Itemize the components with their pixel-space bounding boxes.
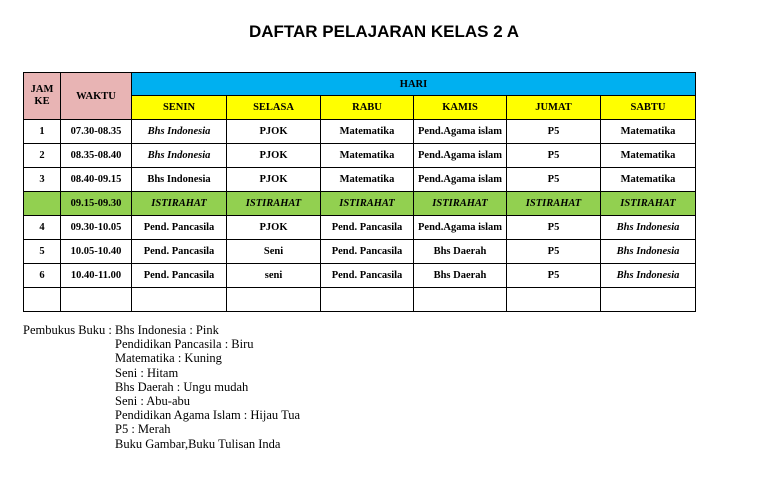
subject-cell: P5 bbox=[507, 120, 601, 144]
jam-cell: 5 bbox=[24, 240, 61, 264]
header-hari: HARI bbox=[132, 73, 696, 96]
note-line: Seni : Hitam bbox=[115, 365, 179, 380]
table-row bbox=[24, 120, 696, 144]
subject-cell: Matematika bbox=[601, 144, 696, 168]
empty-cell bbox=[601, 288, 696, 312]
subject-cell: P5 bbox=[507, 240, 601, 264]
subject-cell: Pend. Pancasila bbox=[132, 240, 227, 264]
note-line: Buku Gambar,Buku Tulisan Inda bbox=[115, 436, 281, 451]
note-line: Pendidikan Agama Islam : Hijau Tua bbox=[115, 408, 301, 423]
empty-cell bbox=[321, 288, 414, 312]
jam-cell bbox=[24, 192, 61, 216]
break-cell: ISTIRAHAT bbox=[414, 192, 507, 216]
break-cell: ISTIRAHAT bbox=[132, 192, 227, 216]
subject-cell: Matematika bbox=[321, 144, 414, 168]
subject-cell: Matematika bbox=[321, 168, 414, 192]
note-line: Pendidikan Pancasila : Biru bbox=[115, 337, 254, 352]
waktu-cell: 07.30-08.35 bbox=[61, 120, 132, 144]
break-cell: ISTIRAHAT bbox=[227, 192, 321, 216]
day-rabu: RABU bbox=[321, 96, 414, 120]
subject-cell: Bhs Indonesia bbox=[601, 264, 696, 288]
subject-cell: Matematika bbox=[601, 168, 696, 192]
empty-cell bbox=[414, 288, 507, 312]
jam-cell: 1 bbox=[24, 120, 61, 144]
jam-cell: 4 bbox=[24, 216, 61, 240]
note-line: P5 : Merah bbox=[115, 422, 171, 437]
subject-cell: Pend. Pancasila bbox=[321, 264, 414, 288]
break-cell: ISTIRAHAT bbox=[507, 192, 601, 216]
note-line: Seni : Abu-abu bbox=[115, 394, 190, 409]
subject-cell: Matematika bbox=[321, 120, 414, 144]
day-jumat: JUMAT bbox=[507, 96, 601, 120]
subject-cell: Pend.Agama islam bbox=[414, 144, 507, 168]
empty-cell bbox=[227, 288, 321, 312]
subject-cell: P5 bbox=[507, 144, 601, 168]
subject-cell: PJOK bbox=[227, 144, 321, 168]
empty-cell bbox=[24, 288, 61, 312]
note-line: Bhs Daerah : Ungu mudah bbox=[115, 379, 249, 394]
subject-cell: P5 bbox=[507, 216, 601, 240]
waktu-cell: 10.05-10.40 bbox=[61, 240, 132, 264]
subject-cell: PJOK bbox=[227, 120, 321, 144]
header-row-1 bbox=[24, 73, 696, 96]
empty-cell bbox=[61, 288, 132, 312]
waktu-cell: 08.40-09.15 bbox=[61, 168, 132, 192]
break-cell: ISTIRAHAT bbox=[321, 192, 414, 216]
jam-cell: 2 bbox=[24, 144, 61, 168]
subject-cell: Pend.Agama islam bbox=[414, 216, 507, 240]
table-row bbox=[24, 264, 696, 288]
table-row bbox=[24, 216, 696, 240]
waktu-cell: 08.35-08.40 bbox=[61, 144, 132, 168]
subject-cell: Pend. Pancasila bbox=[132, 216, 227, 240]
table-row bbox=[24, 168, 696, 192]
day-senin: SENIN bbox=[132, 96, 227, 120]
subject-cell: PJOK bbox=[227, 216, 321, 240]
note-line: Matematika : Kuning bbox=[115, 351, 222, 366]
subject-cell: Bhs Indonesia bbox=[601, 216, 696, 240]
waktu-cell: 10.40-11.00 bbox=[61, 264, 132, 288]
jam-cell: 3 bbox=[24, 168, 61, 192]
empty-cell bbox=[132, 288, 227, 312]
table-row bbox=[24, 240, 696, 264]
subject-cell: Seni bbox=[227, 240, 321, 264]
header-jam-ke: JAM KE bbox=[24, 73, 61, 120]
jam-cell: 6 bbox=[24, 264, 61, 288]
subject-cell: seni bbox=[227, 264, 321, 288]
subject-cell: Bhs Indonesia bbox=[132, 120, 227, 144]
day-selasa: SELASA bbox=[227, 96, 321, 120]
break-cell: ISTIRAHAT bbox=[601, 192, 696, 216]
book-cover-notes bbox=[23, 323, 300, 451]
subject-cell: Matematika bbox=[601, 120, 696, 144]
break-row bbox=[24, 192, 696, 216]
subject-cell: Pend. Pancasila bbox=[132, 264, 227, 288]
subject-cell: Bhs Indonesia bbox=[601, 240, 696, 264]
subject-cell: Bhs Indonesia bbox=[132, 168, 227, 192]
header-waktu: WAKTU bbox=[61, 73, 132, 120]
subject-cell: Bhs Daerah bbox=[414, 240, 507, 264]
subject-cell: P5 bbox=[507, 264, 601, 288]
subject-cell: Pend. Pancasila bbox=[321, 216, 414, 240]
subject-cell: P5 bbox=[507, 168, 601, 192]
page-title: DAFTAR PELAJARAN KELAS 2 A bbox=[248, 22, 520, 41]
day-kamis: KAMIS bbox=[414, 96, 507, 120]
empty-row bbox=[24, 288, 696, 312]
note-line: Pembukus Buku : Bhs Indonesia : Pink bbox=[23, 323, 219, 337]
subject-cell: Pend. Pancasila bbox=[321, 240, 414, 264]
subject-cell: PJOK bbox=[227, 168, 321, 192]
schedule-table bbox=[23, 72, 696, 312]
subject-cell: Pend.Agama islam bbox=[414, 168, 507, 192]
table-row bbox=[24, 144, 696, 168]
subject-cell: Pend.Agama islam bbox=[414, 120, 507, 144]
subject-cell: Bhs Daerah bbox=[414, 264, 507, 288]
empty-cell bbox=[507, 288, 601, 312]
waktu-cell: 09.30-10.05 bbox=[61, 216, 132, 240]
day-sabtu: SABTU bbox=[601, 96, 696, 120]
subject-cell: Bhs Indonesia bbox=[132, 144, 227, 168]
waktu-cell: 09.15-09.30 bbox=[61, 192, 132, 216]
